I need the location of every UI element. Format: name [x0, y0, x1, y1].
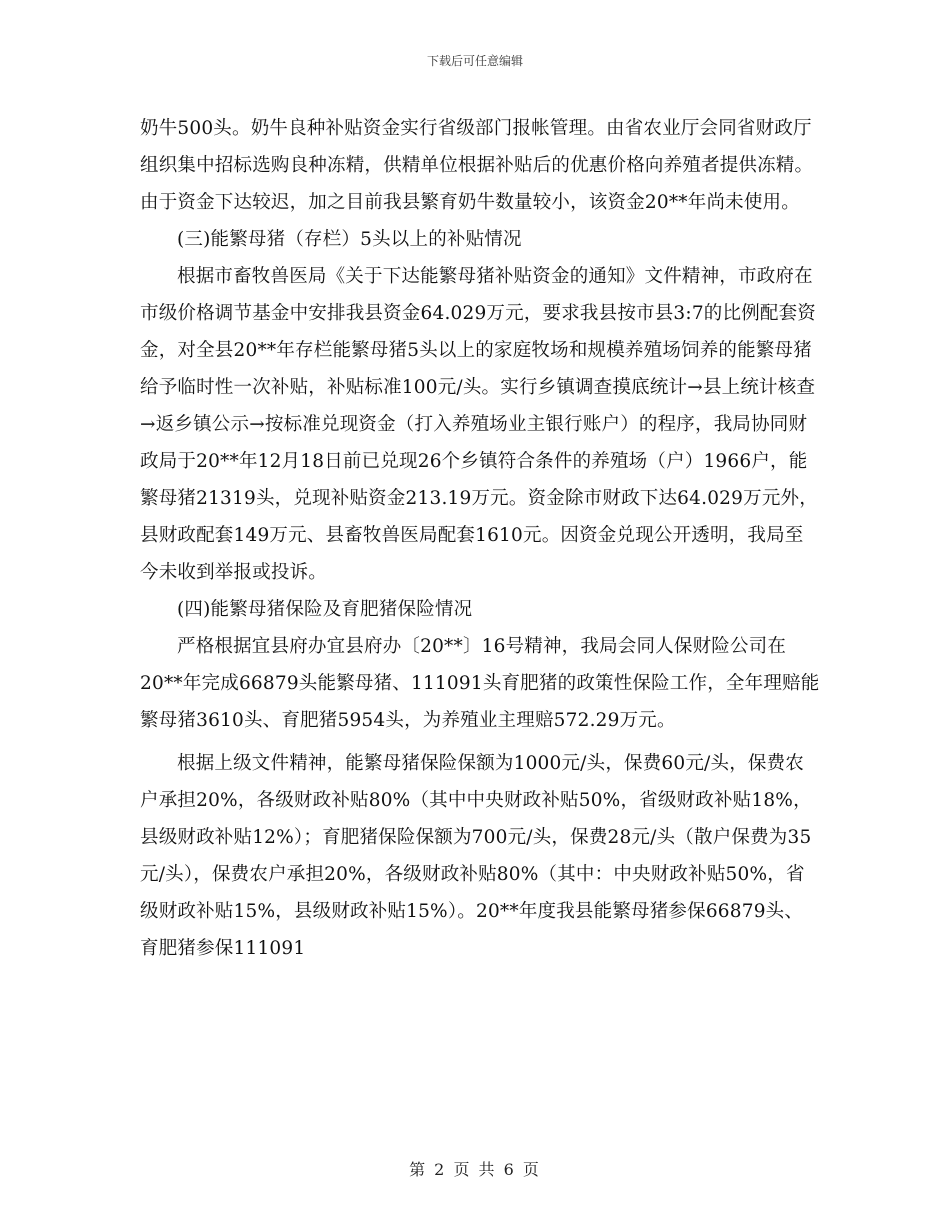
page-number-footer: 第 2 页 共 6 页	[409, 1160, 541, 1179]
page-header-note: 下载后可任意编辑	[426, 54, 523, 68]
paragraph-insurance-details: 根据上级文件精神，能繁母猪保险保额为1000元/头，保费60元/头，保费农户承担20%，各级财政补贴80%（其中中央财政补贴50%，省级财政补贴18%，县级财政补贴12%）；育肥猪保险保额为700元/头，保费28元/头（散户保费为35元/头），保费农户承担20%，各级财政补贴80%（其中：中央财政补贴50%，省级财政补贴15%，县级财政补贴15%）。20**年度我县能繁母猪参保66879头、育肥猪参保111091	[140, 753, 812, 959]
section-heading-insurance: (四)能繁母猪保险及育肥猪保险情况	[177, 599, 473, 620]
paragraph-dairy-subsidy: 奶牛500头。奶牛良种补贴资金实行省级部门报帐管理。由省农业厅会同省财政厅组织集中招标选购良种冻精，供精单位根据补贴后的优惠价格向养殖者提供冻精。由于资金下达较迟，加之目前我县繁育奶牛数量较小，该资金20**年尚未使用。	[140, 118, 814, 213]
paragraph-insurance-summary: 严格根据宜县府办宜县府办〔20**〕16号精神，我局会同人保财险公司在20**年完成66879头能繁母猪、111091头育肥猪的政策性保险工作，全年理赔能繁母猪3610头、育肥猪5954头，为养殖业主理赔572.29万元。	[140, 636, 820, 731]
section-heading-sow-subsidy: (三)能繁母猪（存栏）5头以上的补贴情况	[177, 229, 522, 250]
document-body	[140, 110, 820, 967]
paragraph-sow-subsidy: 根据市畜牧兽医局《关于下达能繁母猪补贴资金的通知》文件精神，市政府在市级价格调节基金中安排我县资金64.029万元，要求我县按市县3:7的比例配套资金，对全县20**年存栏能繁母猪5头以上的家庭牧场和规模养殖场饲养的能繁母猪给予临时性一次补贴，补贴标准100元/头。实行乡镇调查摸底统计→县上统计核查→返乡镇公示→按标准兑现资金（打入养殖场业主银行账户）的程序，我局协同财政局于20**年12月18日前已兑现26个乡镇符合条件的养殖场（户）1966户，能繁母猪21319头，兑现补贴资金213.19万元。资金除市财政下达64.029万元外，县财政配套149万元、县畜牧兽医局配套1610元。因资金兑现公开透明，我局至今未收到举报或投诉。	[140, 266, 818, 583]
